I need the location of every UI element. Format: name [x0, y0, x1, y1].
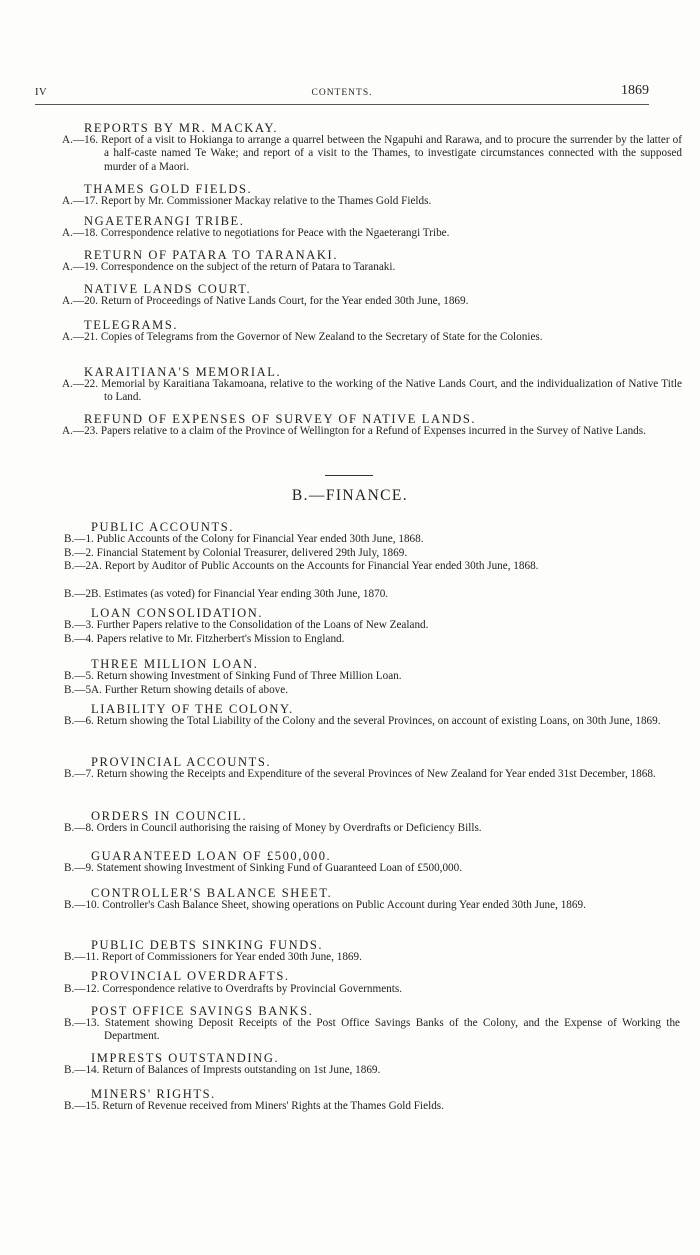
contents-entry	[62, 134, 682, 174]
entry-text: Report of Commissioners for Year ended 30th June, 1869.	[101, 951, 362, 963]
entry-code: B.—7.	[64, 768, 94, 780]
entry-text: Statement showing Deposit Receipts of the Post Office Savings Banks of the Colony, and the Expense of Working the Department.	[104, 1017, 681, 1043]
entry-code: A.—22.	[62, 378, 99, 390]
entry-text: Public Accounts of the Colony for Financial Year ended 30th June, 1868.	[96, 533, 424, 545]
entry-text: Papers relative to Mr. Fitzherbert's Mission to England.	[96, 633, 345, 645]
contents-entry	[64, 715, 680, 728]
contents-entry	[62, 261, 682, 274]
entry-text: Statement showing Investment of Sinking Fund of Guaranteed Loan of £500,000.	[96, 862, 463, 874]
contents-entry	[64, 822, 680, 835]
section-heading: MINERS' RIGHTS.	[91, 1087, 216, 1101]
section-heading: TELEGRAMS.	[84, 318, 179, 332]
section-heading: LIABILITY OF THE COLONY.	[91, 702, 294, 716]
section-heading: REPORTS BY MR. MACKAY.	[84, 121, 279, 135]
entry-code: B.—6.	[64, 715, 94, 727]
entry-code: B.—12.	[64, 983, 100, 995]
entry-code: B.—11.	[64, 951, 100, 963]
entry-code: B.—9.	[64, 862, 94, 874]
entry-code: B.—4.	[64, 633, 94, 645]
entry-text: Return showing Investment of Sinking Fund of Three Million Loan.	[96, 670, 402, 682]
contents-entry	[64, 951, 680, 964]
contents-entry	[64, 619, 680, 632]
contents-entry	[64, 1100, 680, 1113]
entry-text: Further Papers relative to the Consolidation of the Loans of New Zealand.	[96, 619, 429, 631]
entry-text: Return of Balances of Imprests outstanding on 1st June, 1869.	[102, 1064, 381, 1076]
entry-code: B.—2.	[64, 547, 94, 559]
entry-text: Correspondence relative to negotiations for Peace with the Ngaeterangi Tribe.	[100, 227, 450, 239]
section-divider	[325, 475, 373, 476]
entry-text: Return of Revenue received from Miners' Rights at the Thames Gold Fields.	[102, 1100, 444, 1112]
contents-entry	[62, 295, 682, 308]
entry-code: B.—2A.	[64, 560, 102, 572]
contents-entry	[64, 1064, 680, 1077]
entry-text: Orders in Council authorising the raising of Money by Overdrafts or Deficiency Bills.	[96, 822, 482, 834]
entry-text: Financial Statement by Colonial Treasurer, delivered 29th July, 1869.	[96, 547, 408, 559]
contents-entry	[62, 331, 682, 344]
contents-entry	[64, 670, 680, 683]
contents-entry	[64, 560, 680, 573]
section-heading: REFUND OF EXPENSES OF SURVEY OF NATIVE LANDS.	[84, 412, 477, 426]
entry-text: Copies of Telegrams from the Governor of New Zealand to the Secretary of State for the Colonies.	[100, 331, 543, 343]
entry-text: Correspondence relative to Overdrafts by Provincial Governments.	[102, 983, 403, 995]
contents-entry	[62, 425, 682, 438]
section-heading: POST OFFICE SAVINGS BANKS.	[91, 1004, 314, 1018]
contents-entry	[64, 1017, 680, 1044]
contents-entry	[64, 768, 680, 781]
entry-code: B.—5.	[64, 670, 94, 682]
entry-code: B.—13.	[64, 1017, 100, 1029]
contents-entry	[64, 983, 680, 996]
entry-code: A.—18.	[62, 227, 99, 239]
contents-entry	[64, 684, 680, 697]
part-title: B.—FINANCE.	[291, 487, 409, 504]
entry-text: Papers relative to a claim of the Province of Wellington for a Refund of Expenses incurred in the Survey of Native Lands.	[100, 425, 646, 437]
entry-code: B.—10.	[64, 899, 100, 911]
contents-entry	[64, 862, 680, 875]
section-heading: NATIVE LANDS COURT.	[84, 282, 252, 296]
section-heading: PROVINCIAL ACCOUNTS.	[91, 755, 272, 769]
entry-code: A.—21.	[62, 331, 99, 343]
contents-entry	[64, 533, 680, 546]
section-heading: RETURN OF PATARA TO TARANAKI.	[84, 248, 339, 262]
contents-entry	[62, 378, 682, 405]
section-heading: PROVINCIAL OVERDRAFTS.	[91, 969, 290, 983]
section-heading: KARAITIANA'S MEMORIAL.	[84, 365, 282, 379]
section-heading: CONTROLLER'S BALANCE SHEET.	[91, 886, 333, 900]
entry-text: Return of Proceedings of Native Lands Court, for the Year ended 30th June, 1869.	[100, 295, 469, 307]
entry-code: B.—14.	[64, 1064, 100, 1076]
section-heading: PUBLIC DEBTS SINKING FUNDS.	[91, 938, 324, 952]
section-heading: GUARANTEED LOAN OF £500,000.	[91, 849, 332, 863]
section-heading: THAMES GOLD FIELDS.	[84, 182, 253, 196]
section-heading: IMPRESTS OUTSTANDING.	[91, 1051, 280, 1065]
entry-code: B.—2B.	[64, 588, 102, 600]
running-title: CONTENTS.	[311, 88, 373, 98]
entry-text: Correspondence on the subject of the return of Patara to Taranaki.	[100, 261, 396, 273]
entry-text: Report by Auditor of Public Accounts on the Accounts for Financial Year ended 30th June, 1868.	[104, 560, 539, 572]
entry-code: B.—8.	[64, 822, 94, 834]
section-heading: PUBLIC ACCOUNTS.	[91, 520, 234, 534]
section-heading: ORDERS IN COUNCIL.	[91, 809, 248, 823]
entry-text: Estimates (as voted) for Financial Year ending 30th June, 1870.	[104, 588, 389, 600]
entry-code: B.—3.	[64, 619, 94, 631]
contents-entry	[62, 227, 682, 240]
contents-entry	[64, 899, 680, 912]
contents-entry	[62, 195, 682, 208]
contents-entry	[64, 547, 680, 560]
entry-code: A.—19.	[62, 261, 99, 273]
section-heading: LOAN CONSOLIDATION.	[91, 606, 264, 620]
page-year: 1869	[621, 83, 649, 98]
entry-text: Memorial by Karaitiana Takamoana, relative to the working of the Native Lands Court, and the individualization of Native Title to Land.	[101, 378, 682, 404]
page-header	[35, 84, 649, 105]
entry-text: Report by Mr. Commissioner Mackay relative to the Thames Gold Fields.	[100, 195, 432, 207]
entry-text: Further Return showing details of above.	[104, 684, 289, 696]
entry-text: Controller's Cash Balance Sheet, showing operations on Public Account during Year ended 30th June, 1869.	[102, 899, 586, 911]
entry-text: Report of a visit to Hokianga to arrange a quarrel between the Ngapuhi and Rarawa, and to procure the surrender by the latter of a half-caste named Te Wake; and report of a visit to the Thames, to investigate circumstances connected with the supposed murder of a Maori.	[101, 134, 682, 173]
entry-code: A.—23.	[62, 425, 99, 437]
entry-code: B.—5A.	[64, 684, 102, 696]
page-number-roman: IV	[35, 87, 48, 98]
section-heading: THREE MILLION LOAN.	[91, 657, 259, 671]
section-heading: NGAETERANGI TRIBE.	[84, 214, 245, 228]
entry-code: B.—15.	[64, 1100, 100, 1112]
contents-entry	[64, 633, 680, 646]
contents-entry	[64, 588, 680, 601]
entry-code: B.—1.	[64, 533, 94, 545]
entry-code: A.—17.	[62, 195, 99, 207]
entry-code: A.—20.	[62, 295, 99, 307]
entry-text: Return showing the Total Liability of the Colony and the several Provinces, on account of existing Loans, on 30th June, 1869.	[96, 715, 661, 727]
entry-text: Return showing the Receipts and Expenditure of the several Provinces of New Zealand for Year ended 31st December, 1868.	[96, 768, 656, 780]
entry-code: A.—16.	[62, 134, 99, 146]
